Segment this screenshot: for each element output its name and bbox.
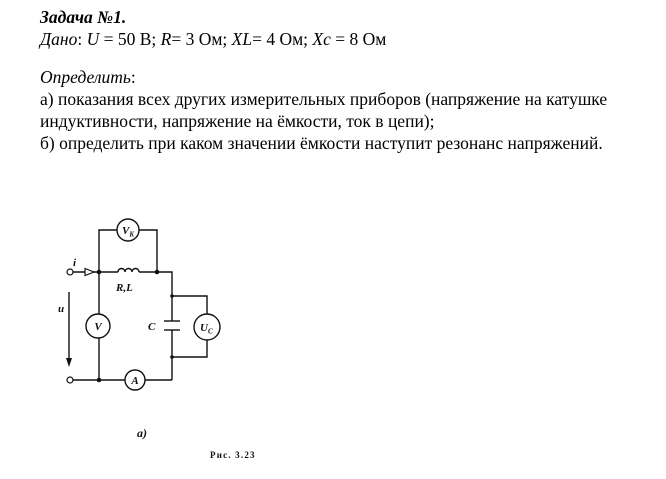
determine-label: Определить (40, 67, 131, 87)
figure-caption: Рис. 3.23 (210, 450, 256, 460)
junction-bottom-left (97, 378, 102, 383)
item-b: б) определить при каком значении ёмкости наступит резонанс напряжений. (40, 133, 603, 153)
determine-heading (40, 66, 607, 88)
given-line (40, 28, 607, 50)
wire-vk-left (99, 230, 117, 272)
wire-uc-bottom (172, 340, 207, 357)
given-xl-symbol: XL (231, 29, 253, 49)
voltmeter-main-label: V (94, 321, 102, 333)
voltmeter-capacitor-letter: U (200, 322, 208, 334)
junction-top-right (155, 270, 160, 275)
problem-title: Задача №1. (40, 7, 127, 27)
voltage-arrow-icon (66, 358, 72, 367)
voltage-label: u (58, 303, 65, 315)
given-xc-value: = 8 Ом (330, 29, 387, 49)
inductor-coil (118, 269, 139, 273)
wire-uc-top (172, 296, 207, 314)
ammeter-label: A (131, 375, 139, 387)
wire-node-to-capacitor (157, 272, 172, 296)
junction-top-left (97, 270, 102, 275)
coil-label: R,L (116, 282, 133, 294)
item-a-line-1: а) показания всех других измерительных приборов (напряжение на катушке (40, 89, 608, 109)
given-r-value: = 3 Ом; (171, 29, 232, 49)
capacitor-label: C (148, 321, 156, 333)
determine-colon: : (130, 67, 136, 87)
junction-capacitor-top (170, 294, 174, 298)
voltmeter-coil-subscript: K (129, 230, 135, 239)
junction-capacitor-bottom (170, 355, 174, 359)
subfigure-label: а) (137, 426, 147, 440)
given-xl-value: = 4 Ом; (252, 29, 313, 49)
given-r-symbol: R (160, 29, 172, 49)
wire-vk-right (139, 230, 157, 272)
voltmeter-coil-letter: V (122, 225, 130, 237)
circuit-diagram (40, 205, 270, 470)
given-u-value: = 50 В; (99, 29, 161, 49)
given-colon: : (77, 29, 87, 49)
current-arrow-icon (85, 269, 94, 276)
item-a-line-2: индуктивности, напряжение на ёмкости, ток в цепи); (40, 111, 435, 131)
given-u-symbol: U (86, 29, 100, 49)
given-label: Дано (40, 29, 78, 49)
current-label: i (73, 257, 77, 269)
terminal-bottom (67, 377, 73, 383)
problem-statement (40, 6, 607, 154)
terminal-top (67, 269, 73, 275)
given-xc-symbol: Xc (312, 29, 331, 49)
voltmeter-capacitor-subscript: C (207, 327, 213, 336)
